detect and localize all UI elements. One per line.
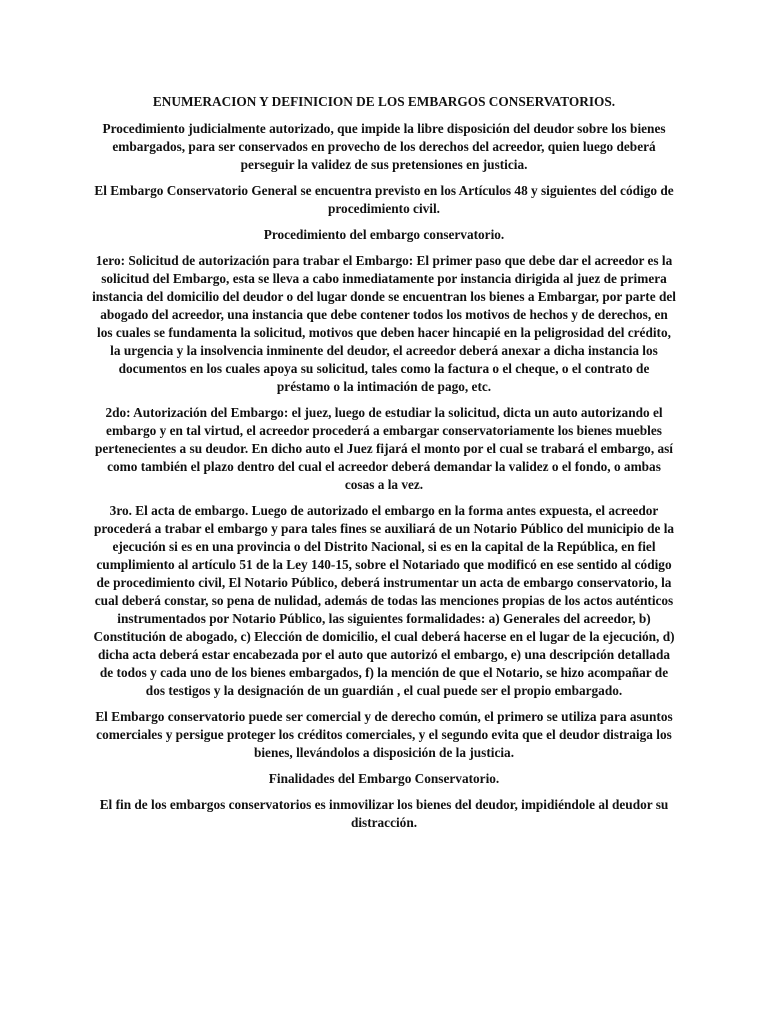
paragraph-step-3-seizure-act: 3ro. El acta de embargo. Luego de autorizado el embargo en la forma antes expuesta, el acreedor procederá a trabar el embargo y para tales fines se auxiliará de un Notario Público del municipio de la ejecución si es en una provincia o del Distrito Nacional, si es en la capital de la República, en fiel cumplimiento al artículo 51 de la Ley 140-15, sobre el Notariado que modificó en ese sentido al código de procedimiento civil, El Notario Público, deberá instrumentar un acta de embargo conservatorio, la cual deberá constar, so pena de nulidad, además de todas las menciones propias de los actos auténticos instrumentados por Notario Público, las siguientes formalidades: a) Generales del acreedor, b) Constitución de abogado, c) Elección de domicilio, el cual deberá hacerse en el lugar de la ejecución, d) dicha acta deberá estar encabezada por el auto que autorizó el embargo, e) una descripción detallada de todos y cada uno de los bienes embargados, f) la mención de que el Notario, se hizo acompañar de dos testigos y la designación de un guardián , el cual puede ser el propio embargado. bbox=[93, 503, 675, 698]
section-heading-purposes: Finalidades del Embargo Conservatorio. bbox=[268, 771, 500, 786]
paragraph-types: El Embargo conservatorio puede ser comercial y de derecho común, el primero se utiliza para asuntos comerciales y persigue proteger los créditos comerciales, y el segundo evita que el deudor distraiga los bienes, llevándolos a disposición de la justicia. bbox=[95, 709, 673, 760]
paragraph-step-1-request: 1ero: Solicitud de autorización para trabar el Embargo: El primer paso que debe dar el acreedor es la solicitud del Embargo, esta se lleva a cabo inmediatamente por instancia dirigida al juez de primera instancia del domicilio del deudor o del lugar donde se encuentran los bienes a Embargar, por parte del abogado del acreedor, una instancia que debe contener todos los motivos de hechos y de derechos, en los cuales se fundamenta la solicitud, motivos que deben hacer hincapié en la peligrosidad del crédito, la urgencia y la insolvencia inminente del deudor, el acreedor deberá anexar a dicha instancia los documentos en los cuales apoya su solicitud, tales como la factura o el cheque, o el contrato de préstamo o la intimación de pago, etc. bbox=[92, 253, 676, 394]
section-heading-procedure: Procedimiento del embargo conservatorio. bbox=[263, 227, 505, 242]
document-title: ENUMERACION Y DEFINICION DE LOS EMBARGOS CONSERVATORIOS. bbox=[152, 94, 616, 109]
document-page bbox=[92, 93, 676, 840]
paragraph-purpose: El fin de los embargos conservatorios es inmovilizar los bienes del deudor, impidiéndole al deudor su distracción. bbox=[99, 797, 669, 830]
paragraph-definition: Procedimiento judicialmente autorizado, que impide la libre disposición del deudor sobre los bienes embargados, para ser conservados en provecho de los derechos del acreedor, quien luego deberá perseguir la validez de sus pretensiones en justicia. bbox=[102, 121, 666, 172]
paragraph-step-2-authorization: 2do: Autorización del Embargo: el juez, luego de estudiar la solicitud, dicta un auto autorizando el embargo y en tal virtud, el acreedor procederá a embargar conservatoriamente los bienes muebles pertenecientes a su deudor. En dicho auto el Juez fijará el monto por el cual se trabará el embargo, así como también el plazo dentro del cual el acreedor deberá demandar la validez o el fondo, o ambas cosas a la vez. bbox=[95, 405, 673, 492]
paragraph-legal-basis: El Embargo Conservatorio General se encuentra previsto en los Artículos 48 y siguientes del código de procedimiento civil. bbox=[94, 183, 674, 216]
